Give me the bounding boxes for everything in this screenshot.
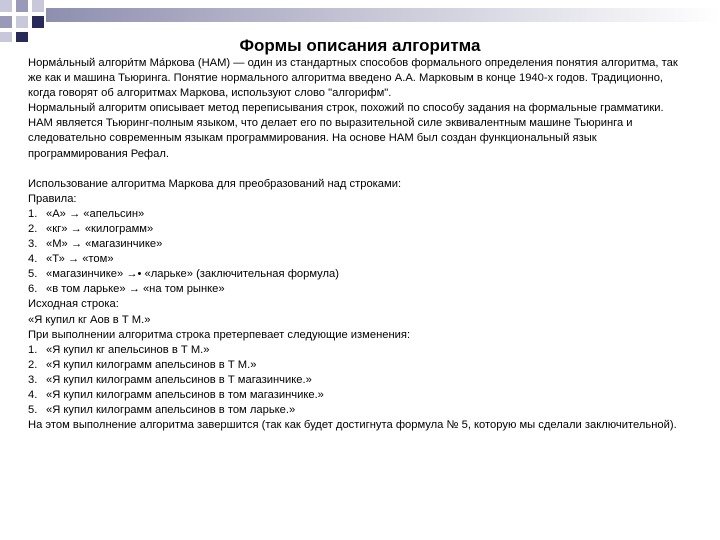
rules-label: Правила: (28, 192, 77, 205)
rule-item: 3. «М» → «магазинчике» (28, 238, 163, 251)
step-item: 3. «Я купил килограмм апельсинов в Т магазинчике.» (28, 373, 312, 386)
rule-item: 5. «магазинчике» →• «ларьке» (заключительная формула) (28, 268, 339, 281)
step-item: 1. «Я купил кг апельсинов в Т М.» (28, 343, 210, 356)
rule-item: 4. «Т» → «том» (28, 253, 114, 266)
source-label: Исходная строка: (28, 298, 119, 311)
step-item: 4. «Я купил килограмм апельсинов в том магазинчике.» (28, 388, 324, 401)
execution-intro: При выполнении алгоритма строка претерпевает следующие изменения: (28, 328, 411, 341)
intro-paragraph: Норма́льный алгори́тм Ма́ркова (НАМ) — один из стандартных способов формального определения понятия алгоритма, так же как и машина Тьюринга. Понятие нормального алгоритма введено А.А. Марковым в конце 1940-х годов. Традиционно, когда говорят об алгоритмах Маркова, используют слово "алгорифм". (28, 57, 678, 100)
step-item: 5. «Я купил килограмм апельсинов в том ларьке.» (28, 404, 296, 417)
step-item: 2. «Я купил килограмм апельсинов в Т М.» (28, 358, 257, 371)
description-paragraph: Нормальный алгоритм описывает метод переписывания строк, похожий по способу задания на формальные грамматики. НАМ является Тьюринг-полным языком, что делает его по выразительной силе эквивалентным машине Тьюринга и следовательно современным языкам программирования. На основе НАМ был создан функциональный язык программирования Рефал. (28, 102, 664, 160)
conclusion-paragraph: На этом выполнение алгоритма завершится (так как будет достигнута формула № 5, которую мы сделали заключительной). (28, 419, 677, 432)
usage-intro: Использование алгоритма Маркова для преобразований над строками: (28, 177, 402, 190)
rule-item: 2. «кг» → «килограмм» (28, 222, 154, 235)
rule-item: 6. «в том ларьке» → «на том рынке» (28, 283, 225, 296)
slide-title: Формы описания алгоритма (239, 36, 481, 55)
rule-item: 1. «А» → «апельсин» (28, 207, 145, 220)
paragraph-spacer (28, 162, 688, 177)
slide-body (28, 56, 688, 433)
source-string: «Я купил кг Аов в Т М.» (28, 313, 151, 326)
